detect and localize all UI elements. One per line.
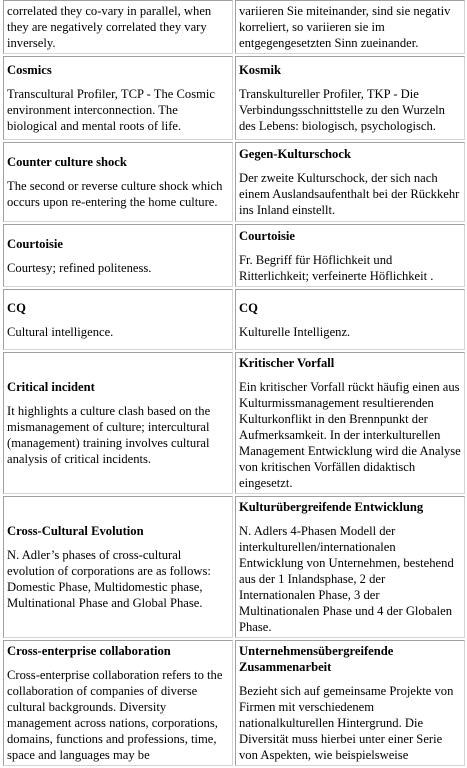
definition-text: Courtesy; refined politeness. [7,260,152,275]
definition-text: It highlights a culture clash based on the mismanagement of culture; intercultural (management) training involves cultural analysis of critical incidents. [7,404,211,466]
term-title: Kritischer Vorfall [239,356,335,370]
term-title: CQ [7,300,26,315]
german-cell [235,289,465,350]
definition-text: Fr. Begriff für Höflichkeit und Ritterlichkeit; verfeinerte Höflichkeit . [239,252,434,283]
term-title: CQ [239,300,258,315]
table-row [3,56,465,140]
german-cell [235,640,465,766]
definition-text: Der zweite Kulturschock, der sich nach einem Auslandsaufenthalt bei der Rückkehr ins Inland einstellt. [239,171,460,217]
english-cell [3,224,233,287]
german-cell [235,56,465,140]
table-row [3,496,465,638]
english-cell [3,56,233,140]
definition-text: Kulturelle Intelligenz. [239,324,351,339]
english-cell [3,640,233,766]
definition-text: Transcultural Profiler, TCP - The Cosmic environment interconnection. The biological and mental roots of life. [7,87,215,133]
german-cell [235,496,465,638]
definition-text: correlated they co-vary in parallel, when they are negatively correlated they vary inversely. [7,4,212,50]
english-cell [3,352,233,494]
term-title: Counter culture shock [7,155,127,169]
term-title: Cross-Cultural Evolution [7,524,144,538]
german-cell [235,142,465,222]
english-cell [3,289,233,350]
german-cell [235,224,465,287]
german-cell [235,0,465,54]
term-title: Gegen-Kulturschock [239,147,351,161]
term-title: Cosmics [7,63,52,77]
table-row [3,640,465,766]
definition-text: Bezieht sich auf gemeinsame Projekte von Firmen mit verschiedenem nationalkulturellen Hintergrund. Die Diversität muss hierbei unter einer Serie von Aspekten, wie beispielsweise [239,684,454,762]
term-title: Kulturübergreifende Entwicklung [239,500,424,514]
definition-text: Transkultureller Profiler, TKP - Die Verbindungsschnittstelle zu den Wurzeln des Lebens: biologisch, psychologisch. [239,87,445,133]
english-cell [3,496,233,638]
english-cell [3,142,233,222]
definition-text: Cultural intelligence. [7,324,114,339]
definition-text: The second or reverse culture shock which occurs upon re-entering the home culture. [7,179,223,209]
table-row [3,142,465,222]
term-title: Cross-enterprise collaboration [7,644,171,658]
term-title: Unternehmensübergreifende Zusammenarbeit [239,644,394,674]
term-title: Critical incident [7,380,95,394]
table-row [3,289,465,350]
table-row [3,224,465,287]
definition-text: N. Adlers 4-Phasen Modell der interkulturellen/internationalen Entwicklung von Unternehmen, bestehend aus der 1 Inlandsphase, 2 der Internationalen Phase, 3 der Multinationalen Phase und 4 der Globalen Phase. [239,524,454,634]
definition-text: N. Adler’s phases of cross-cultural evolution of corporations are as follows: Domestic Phase, Multidomestic phase, Multinational Phase and Global Phase. [7,548,211,610]
table-row [3,352,465,494]
definition-text: Ein kritischer Vorfall rückt häufig einen aus Kulturmissmanagement resultierenden Kulturkonflikt in den Brennpunkt der Aufmerksamkeit. In der interkulturellen Management Entwicklung wird die Analyse von kritischen Vorfällen didaktisch eingesetzt. [239,380,461,490]
term-title: Courtoisie [239,228,295,243]
table-row [3,0,465,54]
term-title: Kosmik [239,63,281,77]
german-cell [235,352,465,494]
definition-text: Cross-enterprise collaboration refers to the collaboration of companies of diverse cultural backgrounds. Diversity management across nations, corporations, domains, functions and professions, time, space and languages may be [7,668,223,762]
glossary-table [1,0,467,768]
english-cell [3,0,233,54]
term-title: Courtoisie [7,236,63,251]
definition-text: variieren Sie miteinander, sind sie negativ korreliert, so variieren sie im entgegengesetzten Sinn zueinander. [239,4,451,50]
